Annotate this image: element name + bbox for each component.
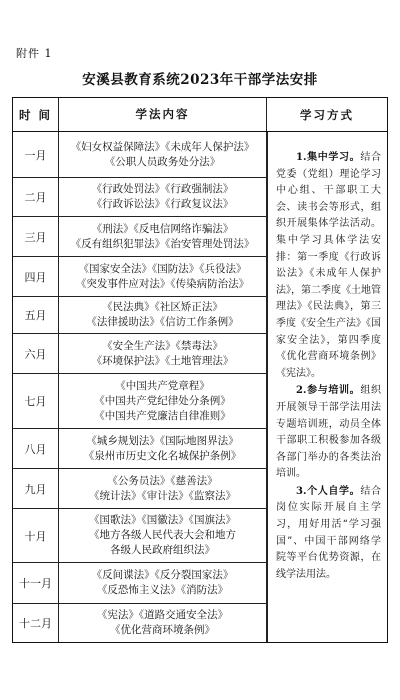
- month-cell: 三月: [13, 217, 59, 256]
- header-time: 时 间: [13, 98, 59, 131]
- header-content: 学法内容: [59, 98, 267, 131]
- content-line: 《国家安全法》《国防法》《兵役法》: [78, 262, 247, 275]
- content-line: 《中国共产党廉洁自律准则》: [94, 409, 231, 422]
- content-line: 《泉州市历史文化名城保护条例》: [83, 449, 242, 462]
- content-cell: [59, 469, 267, 508]
- table-row: [13, 297, 267, 334]
- month-cell: 七月: [13, 374, 59, 428]
- month-cell: 九月: [13, 469, 59, 508]
- content-line: 《统计法》《审计法》《监察法》: [89, 489, 236, 502]
- content-line: 《城乡规划法》《国际地图界法》: [86, 434, 239, 447]
- document-title: 安溪县教育系统2023年干部学法安排: [82, 72, 318, 88]
- content-line: 《中国共产党纪律处分条例》: [94, 394, 231, 407]
- table-row: [13, 334, 267, 374]
- table-row: [13, 429, 267, 469]
- table-row: [13, 217, 267, 257]
- content-line: 《反恐怖主义法》《消防法》: [96, 584, 229, 596]
- method-paragraph: [276, 150, 381, 382]
- content-cell: [59, 509, 267, 562]
- method-text: 组织开展领导干部学法用法专题培训班，动员全体干部职工积极参加各级各部门举办的各类法治培训。: [276, 385, 381, 480]
- month-cell: 八月: [13, 429, 59, 468]
- month-cell: 十一月: [13, 563, 59, 603]
- month-cell: 二月: [13, 178, 59, 216]
- month-cell: 六月: [13, 334, 59, 373]
- content-line: 《环境保护法》《土地管理法》: [91, 354, 234, 367]
- method-paragraph: [276, 383, 381, 483]
- content-cell: [59, 132, 267, 177]
- month-cell: 四月: [13, 257, 59, 296]
- table-row: [13, 374, 267, 429]
- table-row: [13, 257, 267, 297]
- content-line: 《宪法》《道路交通安全法》: [96, 609, 229, 621]
- content-line: 《突发事件应对法》《传染病防治法》: [75, 277, 250, 290]
- table-row: [13, 178, 267, 217]
- content-line: 《安全生产法》《禁毒法》: [102, 339, 223, 352]
- content-cell: [59, 217, 267, 256]
- content-cell: [59, 297, 267, 333]
- content-line: 《中国共产党章程》: [115, 379, 210, 392]
- content-line: 《民法典》《社区矫正法》: [102, 301, 223, 313]
- method-text: 结合岗位实际开展自主学习，用好用活“学习强国”、中国干部网络学院等平台优势资源，在线学法用法。: [276, 485, 381, 580]
- header-method: 学习方式: [300, 107, 354, 122]
- content-line: 各级人民政府组织法》: [110, 544, 215, 556]
- content-line: 《优化营商环境条例》: [110, 624, 215, 636]
- content-line: 《刑法》《反电信网络诈骗法》: [91, 222, 234, 235]
- method-lead: 1.集中学习。: [296, 152, 361, 163]
- content-cell: [59, 178, 267, 216]
- content-line: 《法律援助法》《信访工作条例》: [86, 316, 239, 328]
- method-lead: 3.个人自学。: [296, 485, 361, 497]
- content-cell: [59, 257, 267, 296]
- month-cell: 十二月: [13, 604, 59, 642]
- content-line: 《国歌法》《国徽法》《国旗法》: [89, 514, 236, 526]
- content-line: 《妇女权益保障法》《未成年人保护法》: [70, 140, 255, 153]
- content-line: 《公职人员政务处分法》: [104, 155, 221, 168]
- table-row: [13, 563, 267, 604]
- schedule-table: [12, 97, 388, 643]
- table-header-row: [13, 98, 387, 132]
- content-cell: [59, 334, 267, 373]
- attachment-label: 附件 1: [16, 47, 53, 60]
- content-line: 《公务员法》《慈善法》: [107, 474, 218, 487]
- table-row: [13, 604, 267, 642]
- method-text: 结合党委（党组）理论学习中心组、干部职工大会、读书会等形式，组织开展集体学法活动。集中学习具体学法安排：第一季度《行政诉讼法》《未成年人保护法》，第二季度《土地管理法》《民法典》，第三季度《安全生产法》《国家安全法》，第四季度《优化营商环境条例》《宪法》。: [276, 152, 381, 379]
- content-line: 《反间谍法》《反分裂国家法》: [91, 569, 234, 581]
- content-line: 《反有组织犯罪法》《治安管理处罚法》: [70, 237, 255, 250]
- month-cell: 一月: [13, 132, 59, 177]
- table-row: [13, 469, 267, 509]
- study-method-cell: [267, 132, 387, 642]
- table-body: [13, 132, 387, 642]
- content-cell: [59, 374, 267, 428]
- method-paragraph: [276, 484, 381, 584]
- content-cell: [59, 563, 267, 603]
- content-cell: [59, 429, 267, 468]
- content-line: 《地方各级人民代表大会和地方: [89, 529, 236, 541]
- month-rows: [13, 132, 267, 642]
- content-cell: [59, 604, 267, 642]
- month-cell: 五月: [13, 297, 59, 333]
- method-lead: 2.参与培训。: [296, 385, 361, 397]
- month-cell: 十月: [13, 509, 59, 562]
- content-line: 《行政处罚法》《行政强制法》: [91, 183, 234, 195]
- table-row: [13, 132, 267, 178]
- table-row: [13, 509, 267, 563]
- content-line: 《行政诉讼法》《行政复议法》: [91, 198, 234, 210]
